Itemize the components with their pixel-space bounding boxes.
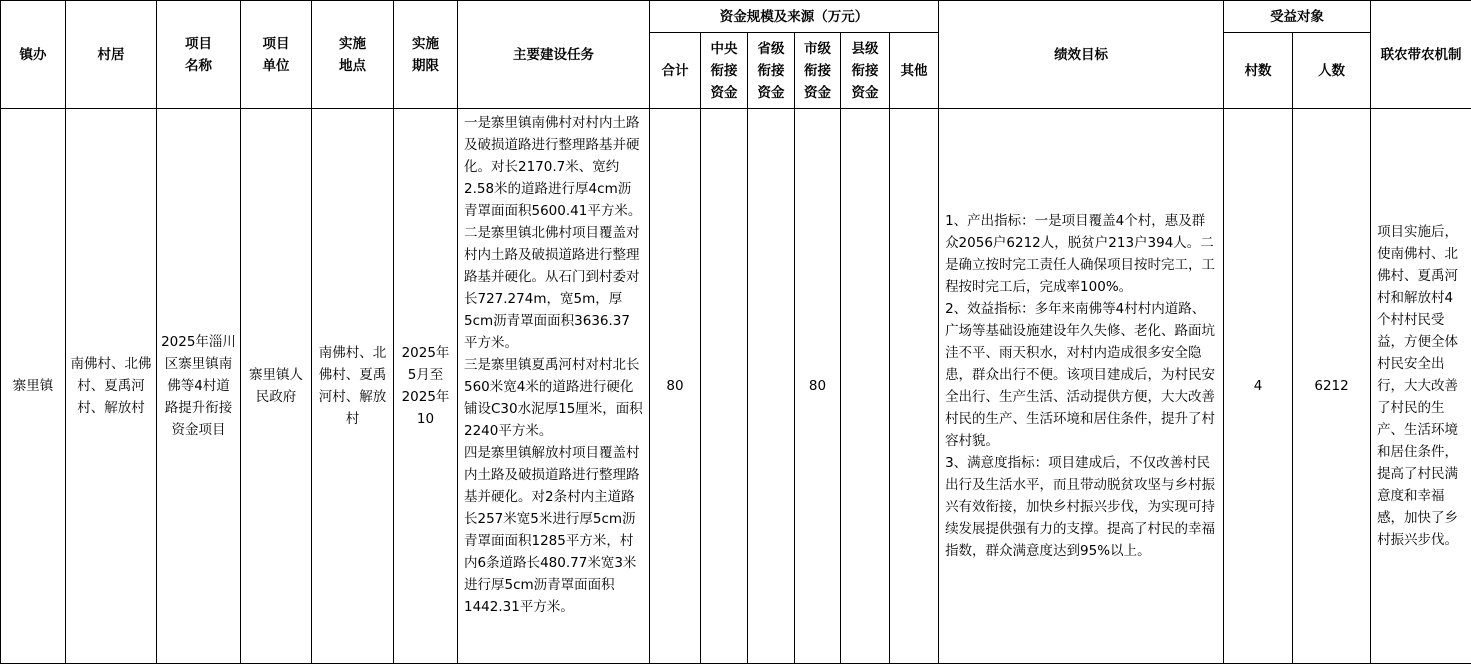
- header-other: 其他: [890, 33, 939, 109]
- cell-county: [841, 109, 890, 664]
- header-central: 中央 衔接 资金: [701, 33, 748, 109]
- header-county: 县级 衔接 资金: [841, 33, 890, 109]
- header-project-name: 项目 名称: [157, 1, 241, 109]
- cell-municipal: 80: [795, 109, 841, 664]
- header-location: 实施 地点: [312, 1, 394, 109]
- header-village-count: 村数: [1224, 33, 1293, 109]
- cell-performance: 1、产出指标：一是项目覆盖4个村，惠及群众2056户6212人，脱贫户213户394人。二是确立按时完工责任人确保项目按时完工，工程按时完工后，完成率100%。 2、效益指标：多年来南佛等4村村内道路、广场等基础设施建设年久失修、老化、路面坑洼不平、雨天积水，对村内造成很多安全隐患，群众出行不便。该项目建成后，为村民安全出行、生产生活、活动提供方便，大大改善村民的生产、生活环境和居住条件，提升了村容村貌。 3、满意度指标：项目建成后，不仅改善村民出行及生活水平，而且带动脱贫攻坚与乡村振兴有效衔接，加快乡村振兴步伐，为实现可持续发展提供强有力的支撑。提高了村民的幸福指数，群众满意度达到95%以上。: [939, 109, 1224, 664]
- cell-central: [701, 109, 748, 664]
- cell-project-unit: 寨里镇人民政府: [241, 109, 312, 664]
- cell-total: 80: [650, 109, 701, 664]
- cell-village: 南佛村、北佛村、夏禹河村、解放村: [66, 109, 157, 664]
- header-municipal: 市级 衔接 资金: [795, 33, 841, 109]
- header-mechanism: 联农带农机制: [1371, 1, 1471, 109]
- cell-town: 寨里镇: [1, 109, 66, 664]
- header-village: 村居: [66, 1, 157, 109]
- cell-period: 2025年5月至2025年10: [394, 109, 458, 664]
- cell-other: [890, 109, 939, 664]
- cell-location: 南佛村、北佛村、夏禹河村、解放村: [312, 109, 394, 664]
- header-period: 实施 期限: [394, 1, 458, 109]
- header-provincial: 省级 衔接 资金: [748, 33, 795, 109]
- cell-people-count: 6212: [1293, 109, 1371, 664]
- header-performance: 绩效目标: [939, 1, 1224, 109]
- cell-mechanism: 项目实施后，使南佛村、北佛村、夏禹河村和解放村4个村村民受益，方便全体村民安全出行，大大改善了村民的生产、生活环境和居住条件，提高了村民满意度和幸福感，加快了乡村振兴步伐。: [1371, 109, 1471, 664]
- header-total: 合计: [650, 33, 701, 109]
- header-town: 镇办: [1, 1, 66, 109]
- cell-project-name: 2025年淄川区寨里镇南佛等4村道路提升衔接资金项目: [157, 109, 241, 664]
- header-beneficiary-group: 受益对象: [1224, 1, 1371, 33]
- header-main-tasks: 主要建设任务: [458, 1, 650, 109]
- cell-provincial: [748, 109, 795, 664]
- header-people-count: 人数: [1293, 33, 1371, 109]
- cell-village-count: 4: [1224, 109, 1293, 664]
- header-project-unit: 项目 单位: [241, 1, 312, 109]
- cell-main-tasks: 一是寨里镇南佛村对村内土路及破损道路进行整理路基并硬化。对长2170.7米、宽约2.58米的道路进行厚4cm沥青罩面面积5600.41平方米。 二是寨里镇北佛村项目覆盖对村内土路及破损道路进行整理路基并硬化。从石门到村委对长727.274m，宽5m，厚5cm沥青罩面面积3636.37平方米。 三是寨里镇夏禹河村对村北长560米宽4米的道路进行硬化铺设C30水泥厚15厘米，面积2240平方米。 四是寨里镇解放村项目覆盖村内土路及破损道路进行整理路基并硬化。对2条村内主道路长257米宽5米进行厚5cm沥青罩面面积1285平方米，村内6条道路长480.77米宽3米进行厚5cm沥青罩面面积1442.31平方米。: [458, 109, 650, 664]
- header-funding-group: 资金规模及来源（万元）: [650, 1, 939, 33]
